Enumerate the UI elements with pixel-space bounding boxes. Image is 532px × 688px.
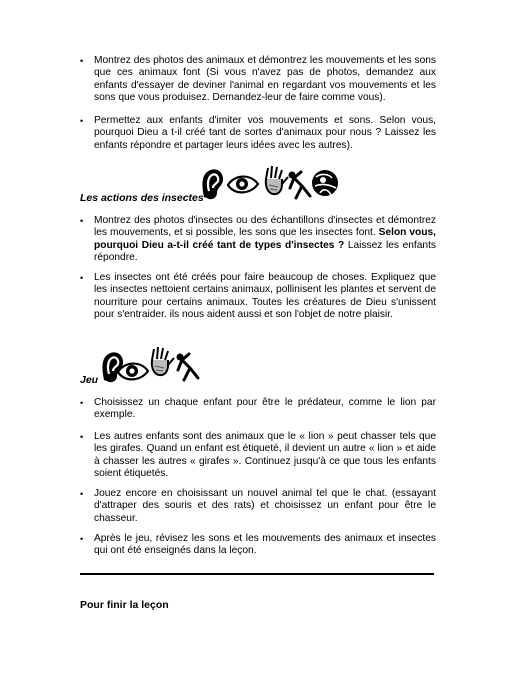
senses-icon-row — [198, 165, 338, 201]
game-icon-row — [98, 344, 210, 384]
hand-icon — [152, 347, 174, 375]
list-item — [80, 215, 436, 265]
bullet-text: Permettez aux enfants d'imiter vos mouvements et sons. Selon vous, pourquoi Dieu a t-il créé tant de sortes d'animaux pour nous ? Laissez les enfants répondre et partager leurs idées avec les autres). — [94, 115, 436, 151]
list-item — [80, 55, 436, 117]
section-heading-game: Jeu — [80, 374, 99, 386]
bullet-marker: • — [80, 398, 84, 408]
bullet-text-part: Laissez les enfants répondre. — [94, 239, 436, 263]
list-item — [80, 272, 436, 322]
bullet-marker: • — [80, 534, 84, 544]
ear-icon — [202, 169, 223, 199]
bullet-text: Après le jeu, révisez les sons et les mouvements des animaux et insectes qui ont été enseignés dans la leçon. — [94, 533, 436, 557]
bullet-marker: • — [80, 116, 84, 126]
bullet-text: Choisissez un chaque enfant pour être le prédateur, comme le lion par exemple. — [94, 397, 436, 421]
bullet-marker: • — [80, 489, 84, 499]
list-item — [80, 533, 436, 559]
stretching-figure-icon — [289, 172, 311, 199]
bullet-marker: • — [80, 56, 84, 66]
list-item — [80, 431, 436, 481]
bullet-text-bold: Selon vous, pourquoi Dieu a-t-il créé tant de types d'insectes ? — [94, 227, 436, 251]
section-heading-insects: Les actions des insectes — [80, 192, 204, 204]
bullet-text: Les insectes ont été créés pour faire beaucoup de choses. Expliquez que les insectes nettoient certains animaux, pollinisent les plantes et servent de nourriture pour certains animaux. Toutes les créatures de Dieu s'unissent pour s'entraider. ils nous aident aussi et son l'objet de notre plaisir. — [94, 272, 436, 320]
bullet-marker: • — [80, 216, 84, 226]
eye-icon — [228, 177, 258, 193]
list-item — [80, 115, 436, 155]
globe-people-icon — [312, 170, 338, 196]
bullet-text: Jouez encore en choisissant un nouvel animal tel que le chat. (essayant d'attraper des souris et des rats) et choisissez un enfant pour être le chasseur. — [94, 488, 436, 524]
bullet-text: Les autres enfants sont des animaux que le « lion » peut chasser tels que les girafes. Quand un enfant est étiqueté, il devient un autre « lion » et aide à chasser les autres « girafes ». Continuez jusqu'à ce que tous les enfants soient étiquetés. — [94, 431, 436, 479]
bullet-text — [94, 215, 436, 264]
bullet-text-part: Montrez des photos d'insectes ou des échantillons d'insectes et démontrez les mouvements, et si possible, les sons que les insectes font. — [94, 215, 436, 239]
bullet-marker: • — [80, 273, 84, 283]
eye-icon — [118, 364, 148, 380]
bullet-text: Montrez des photos des animaux et démontrez les mouvements et les sons que ces animaux font (Si vous n'avez pas de photos, demandez aux enfants d'essayer de deviner l'animal en regardant vos mouvements et les sons que vous produisez. Demandez-leur de faire comme vous). — [94, 55, 436, 103]
ear-icon — [102, 352, 123, 382]
horizontal-divider — [80, 573, 434, 575]
bullet-marker: • — [80, 432, 84, 442]
list-item — [80, 397, 436, 423]
closing-heading: Pour finir la leçon — [80, 599, 169, 611]
list-item — [80, 488, 436, 526]
hand-icon — [266, 166, 288, 194]
stretching-figure-icon — [177, 354, 199, 381]
